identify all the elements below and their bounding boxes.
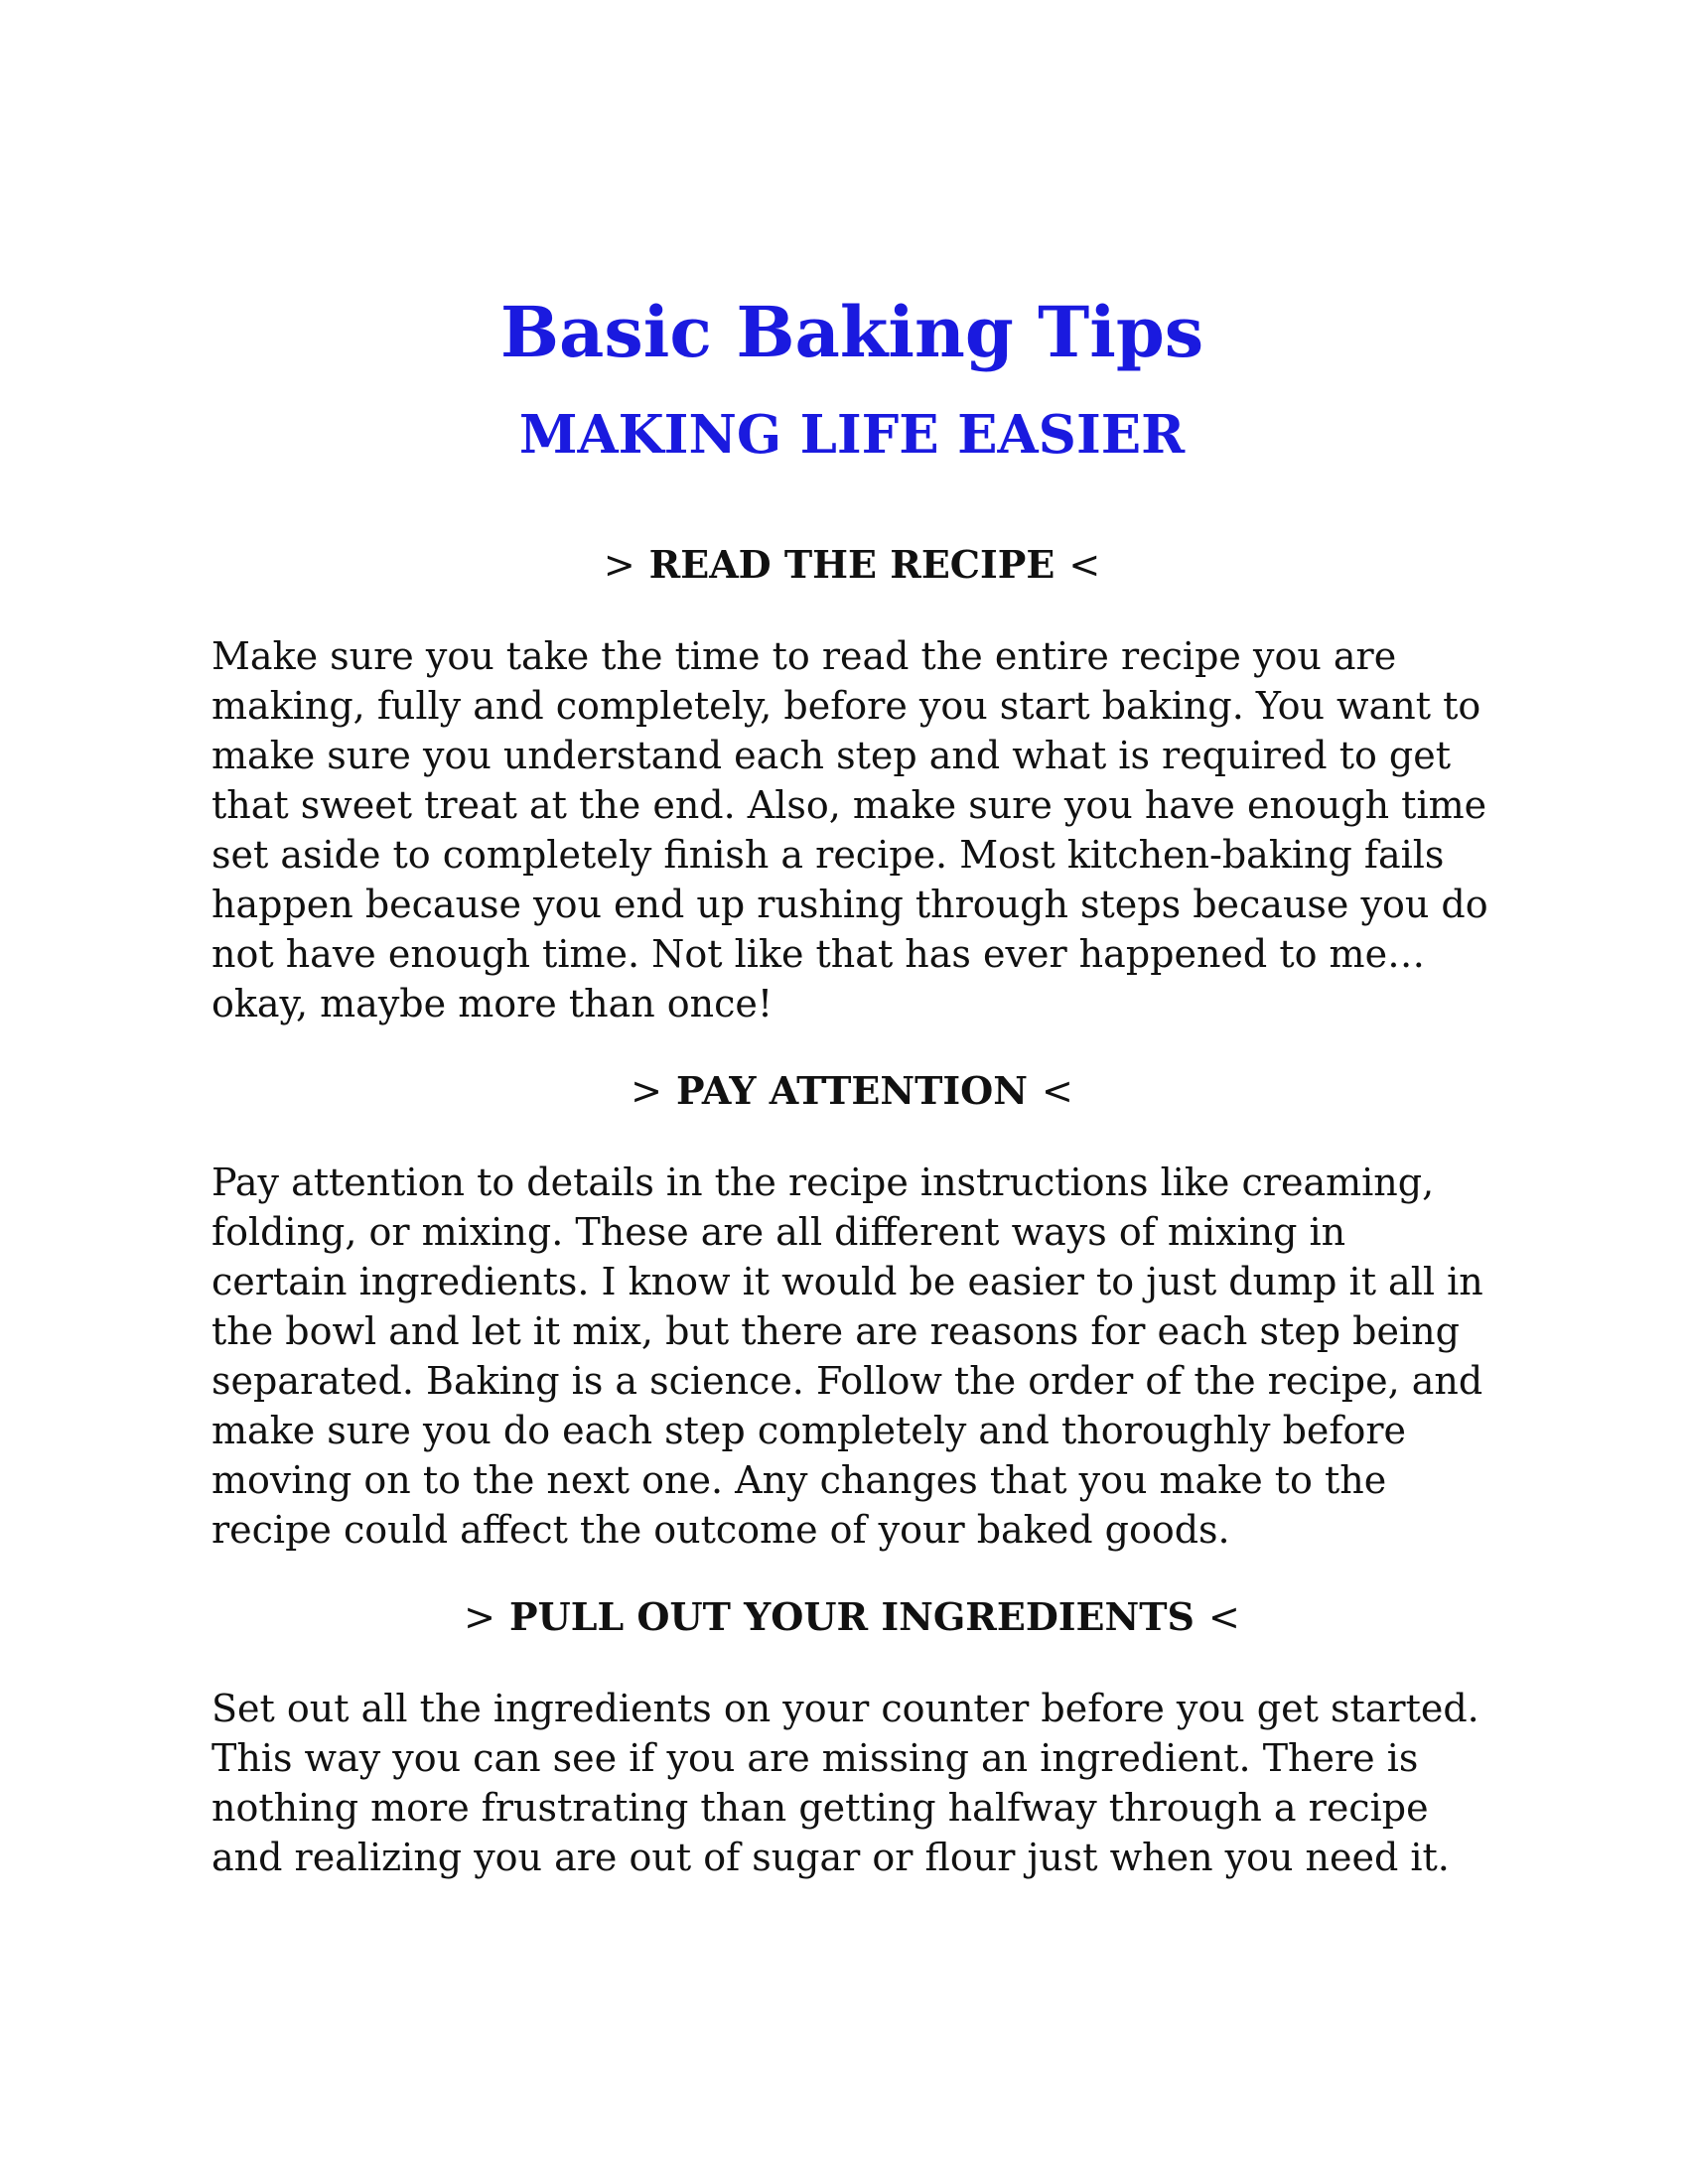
heading-close-marker: < <box>1041 1069 1073 1113</box>
section-body-pull-out-ingredients: Set out all the ingredients on your counter before you get started. This way you can see if you are missing an ingredient. There is nothing more frustrating than getting halfway through a recipe and realizing you are out of sugar or flour just when you need it. <box>211 1687 1479 1879</box>
section-heading-read-the-recipe <box>211 540 1492 590</box>
heading-open-marker: > <box>464 1595 496 1639</box>
section-heading-pay-attention <box>211 1066 1492 1116</box>
heading-open-marker: > <box>603 543 635 587</box>
section-heading-label: PULL OUT YOUR INGREDIENTS <box>509 1594 1195 1639</box>
page-title: Basic Baking Tips <box>499 291 1204 373</box>
section-heading-pull-out-ingredients <box>211 1592 1492 1642</box>
heading-close-marker: < <box>1068 543 1101 587</box>
document-page <box>211 288 1492 1882</box>
heading-open-marker: > <box>631 1069 663 1113</box>
page-subtitle: MAKING LIFE EASIER <box>518 404 1186 466</box>
section-body-read-the-recipe: Make sure you take the time to read the entire recipe you are making, fully and completely, before you start baking. You want to make sure you understand each step and what is required to get that sweet treat at the end. Also, make sure you have enough time set aside to completely finish a recipe. Most kitchen-baking fails happen because you end up rushing through steps because you do not have enough time. Not like that has ever happened to me…okay, maybe more than once! <box>211 634 1488 1025</box>
section-heading-label: PAY ATTENTION <box>676 1068 1028 1113</box>
heading-close-marker: < <box>1207 1595 1240 1639</box>
section-body-pay-attention: Pay attention to details in the recipe instructions like creaming, folding, or mixing. These are all different ways of mixing in certain ingredients. I know it would be easier to just dump it all in the bowl and let it mix, but there are reasons for each step being separated. Baking is a science. Follow the order of the recipe, and make sure you do each step completely and thoroughly before moving on to the next one. Any changes that you make to the recipe could affect the outcome of your baked goods. <box>211 1160 1483 1552</box>
section-heading-label: READ THE RECIPE <box>648 542 1055 587</box>
